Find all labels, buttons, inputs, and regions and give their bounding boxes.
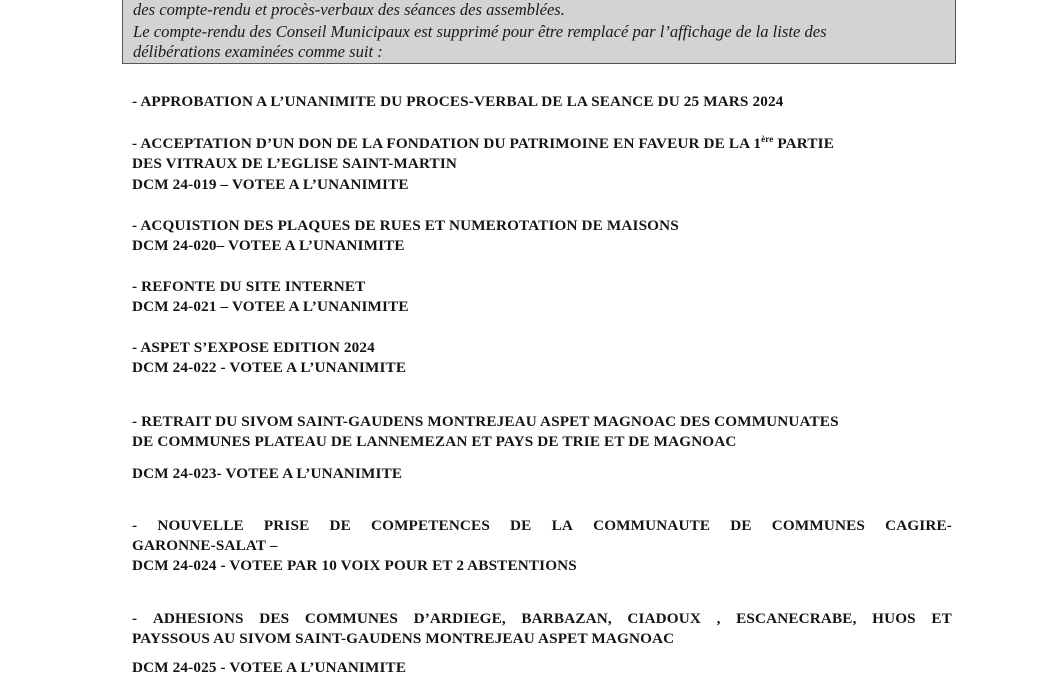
- word: LA: [551, 517, 573, 534]
- deliberation-aspet-expose: - ASPET S’EXPOSE EDITION 2024: [132, 339, 375, 356]
- superscript-ere: ère: [761, 134, 774, 144]
- deliberation-vote-dcm-24-021: DCM 24-021 – VOTEE A L’UNANIMITE: [132, 298, 409, 315]
- notice-line-3: délibérations examinées comme suit :: [133, 42, 383, 61]
- deliberation-adhesions-line-2: PAYSSOUS AU SIVOM SAINT-GAUDENS MONTREJEAU ASPET MAGNOAC: [132, 630, 675, 647]
- deliberation-don-fondation-text: - ACCEPTATION D’UN DON DE LA FONDATION DU PATRIMOINE EN FAVEUR DE LA 1: [132, 135, 762, 152]
- word: -: [132, 517, 138, 534]
- word: DE: [329, 517, 351, 534]
- word: CIADOUX: [627, 610, 702, 627]
- deliberation-retrait-sivom-line-1: - RETRAIT DU SIVOM SAINT-GAUDENS MONTREJEAU ASPET MAGNOAC DES COMMUNUATES: [132, 413, 839, 430]
- word: COMMUNES: [771, 517, 865, 534]
- word: CAGIRE-: [885, 517, 952, 534]
- deliberation-vote-dcm-24-024: DCM 24-024 - VOTEE PAR 10 VOIX POUR ET 2 ABSTENTIONS: [132, 557, 577, 574]
- deliberation-vote-dcm-24-025: DCM 24-025 - VOTEE A L’UNANIMITE: [132, 659, 407, 675]
- justified-line: [132, 516, 952, 536]
- word: PRISE: [263, 517, 310, 534]
- deliberation-vote-dcm-24-019: DCM 24-019 – VOTEE A L’UNANIMITE: [132, 176, 409, 193]
- word: D’ARDIEGE,: [413, 610, 506, 627]
- deliberation-competences-line-1: [132, 516, 952, 536]
- word: ET: [931, 610, 952, 627]
- notice-line-2: Le compte-rendu des Conseil Municipaux est supprimé pour être remplacé par l’affichage de la liste des: [133, 22, 827, 41]
- word: COMMUNAUTE: [593, 517, 711, 534]
- word: COMPETENCES: [370, 517, 490, 534]
- deliberation-site-internet: - REFONTE DU SITE INTERNET: [132, 278, 366, 295]
- deliberation-approval-pv: - APPROBATION A L’UNANIMITE DU PROCES-VERBAL DE LA SEANCE DU 25 MARS 2024: [132, 93, 784, 110]
- deliberation-vote-dcm-24-022: DCM 24-022 - VOTEE A L’UNANIMITE: [132, 359, 407, 376]
- deliberation-vote-dcm-24-020: DCM 24-020– VOTEE A L’UNANIMITE: [132, 237, 405, 254]
- deliberation-adhesions-line-1: [132, 609, 952, 629]
- deliberation-vote-dcm-24-023: DCM 24-023- VOTEE A L’UNANIMITE: [132, 465, 403, 482]
- word: ADHESIONS: [152, 610, 244, 627]
- deliberation-plaques-rues: - ACQUISTION DES PLAQUES DE RUES ET NUMEROTATION DE MAISONS: [132, 217, 679, 234]
- notice-line-1: des compte-rendu et procès-verbaux des séances des assemblées.: [133, 0, 565, 19]
- deliberation-don-fondation-line-1: [132, 134, 834, 154]
- deliberation-competences-line-2: GARONNE-SALAT –: [132, 537, 278, 554]
- word: NOUVELLE: [157, 517, 244, 534]
- justified-line: [132, 609, 952, 629]
- word: COMMUNES: [304, 610, 398, 627]
- deliberation-retrait-sivom-line-2: DE COMMUNES PLATEAU DE LANNEMEZAN ET PAYS DE TRIE ET DE MAGNOAC: [132, 433, 737, 450]
- word: DES: [259, 610, 290, 627]
- word: ,: [716, 610, 721, 627]
- word: HUOS: [872, 610, 916, 627]
- deliberation-don-fondation-text-end: PARTIE: [773, 135, 834, 152]
- word: DE: [730, 517, 752, 534]
- deliberation-don-fondation-line-2: DES VITRAUX DE L’EGLISE SAINT-MARTIN: [132, 155, 458, 172]
- word: ESCANECRABE,: [736, 610, 857, 627]
- word: -: [132, 610, 138, 627]
- word: BARBAZAN,: [521, 610, 612, 627]
- word: DE: [510, 517, 532, 534]
